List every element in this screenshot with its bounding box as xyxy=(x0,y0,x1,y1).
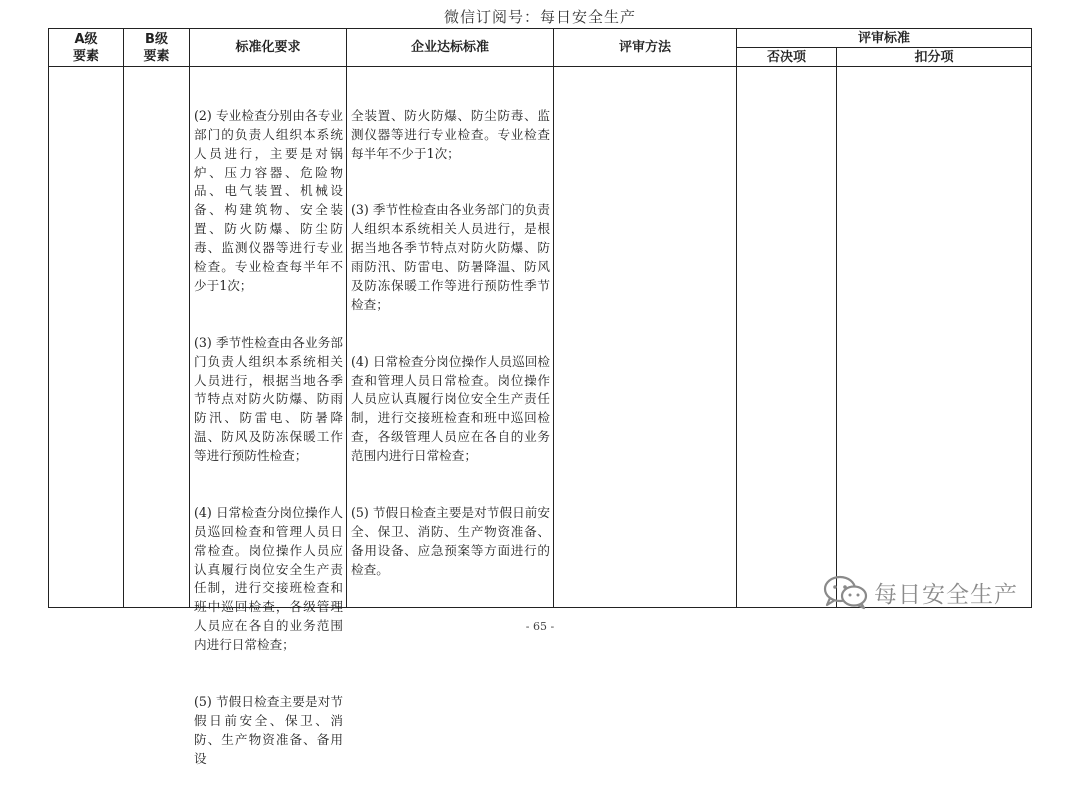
wechat-icon xyxy=(822,575,870,609)
col-a-header: A级要素 xyxy=(49,29,124,67)
cell-deduct xyxy=(837,67,1032,608)
col-veto-header: 否决项 xyxy=(737,48,837,67)
cell-method xyxy=(554,67,737,608)
col-std-header: 标准化要求 xyxy=(190,29,347,67)
cell-a xyxy=(49,67,124,608)
cell-veto xyxy=(737,67,837,608)
ent-paragraph: (4) 日常检查分岗位操作人员巡回检查和管理人员日常检查。岗位操作人员应认真履行岗位安全生产责任制，进行交接班检查和班中巡回检查，各级管理人员应在各自的业务范围内进行日常检查； xyxy=(351,353,550,464)
col-method-header: 评审方法 xyxy=(554,29,737,67)
std-paragraph: (4) 日常检查分岗位操作人员巡回检查和管理人员日常检查。岗位操作人员应认真履行岗位安全生产责任制，进行交接班检查和班中巡回检查，各级管理人员应在各自的业务范围内进行日常检查； xyxy=(194,504,343,653)
ent-paragraph: 全装置、防火防爆、防尘防毒、监测仪器等进行专业检查。专业检查每半年不少于1次； xyxy=(351,107,550,161)
col-b-header: B级要素 xyxy=(124,29,190,67)
cell-std-requirements xyxy=(190,67,347,766)
watermark xyxy=(822,572,1018,612)
watermark-text: 每日安全生产 xyxy=(874,581,1018,608)
cell-enterprise-standard xyxy=(347,67,554,608)
page-number: - 65 - xyxy=(525,620,555,633)
ent-paragraph: (5) 节假日检查主要是对节假日前安全、保卫、消防、生产物资准备、备用设备、应急预案等方面进行的检查。 xyxy=(351,504,550,577)
col-deduct-header: 扣分项 xyxy=(837,48,1032,67)
subscription-header: 微信订阅号：每日安全生产 xyxy=(443,8,636,26)
cell-b xyxy=(124,67,190,608)
ent-paragraph: (3) 季节性检查由各业务部门的负责人组织本系统相关人员进行，是根据当地各季节特点对防火防爆、防雨防汛、防雷电、防暑降温、防风及防冻保暖工作等进行预防性季节检查； xyxy=(351,202,550,312)
std-paragraph: (5) 节假日检查主要是对节假日前安全、保卫、消防、生产物资准备、备用设 xyxy=(194,693,343,766)
std-paragraph: (2) 专业检查分别由各专业部门的负责人组织本系统人员进行，主要是对锅炉、压力容器、危险物品、电气装置、机械设备、构建筑物、安全装置、防火防爆、防尘防毒、监测仪器等进行专业检查。专业检查每半年不少于1次； xyxy=(194,107,343,293)
col-criteria-header: 评审标准 xyxy=(737,29,1032,48)
col-ent-header: 企业达标标准 xyxy=(347,29,554,67)
std-paragraph: (3) 季节性检查由各业务部门负责人组织本系统相关人员进行，根据当地各季节特点对防火防爆、防雨防汛、防雷电、防暑降温、防风及防冻保暖工作等进行预防性检查； xyxy=(194,334,343,464)
